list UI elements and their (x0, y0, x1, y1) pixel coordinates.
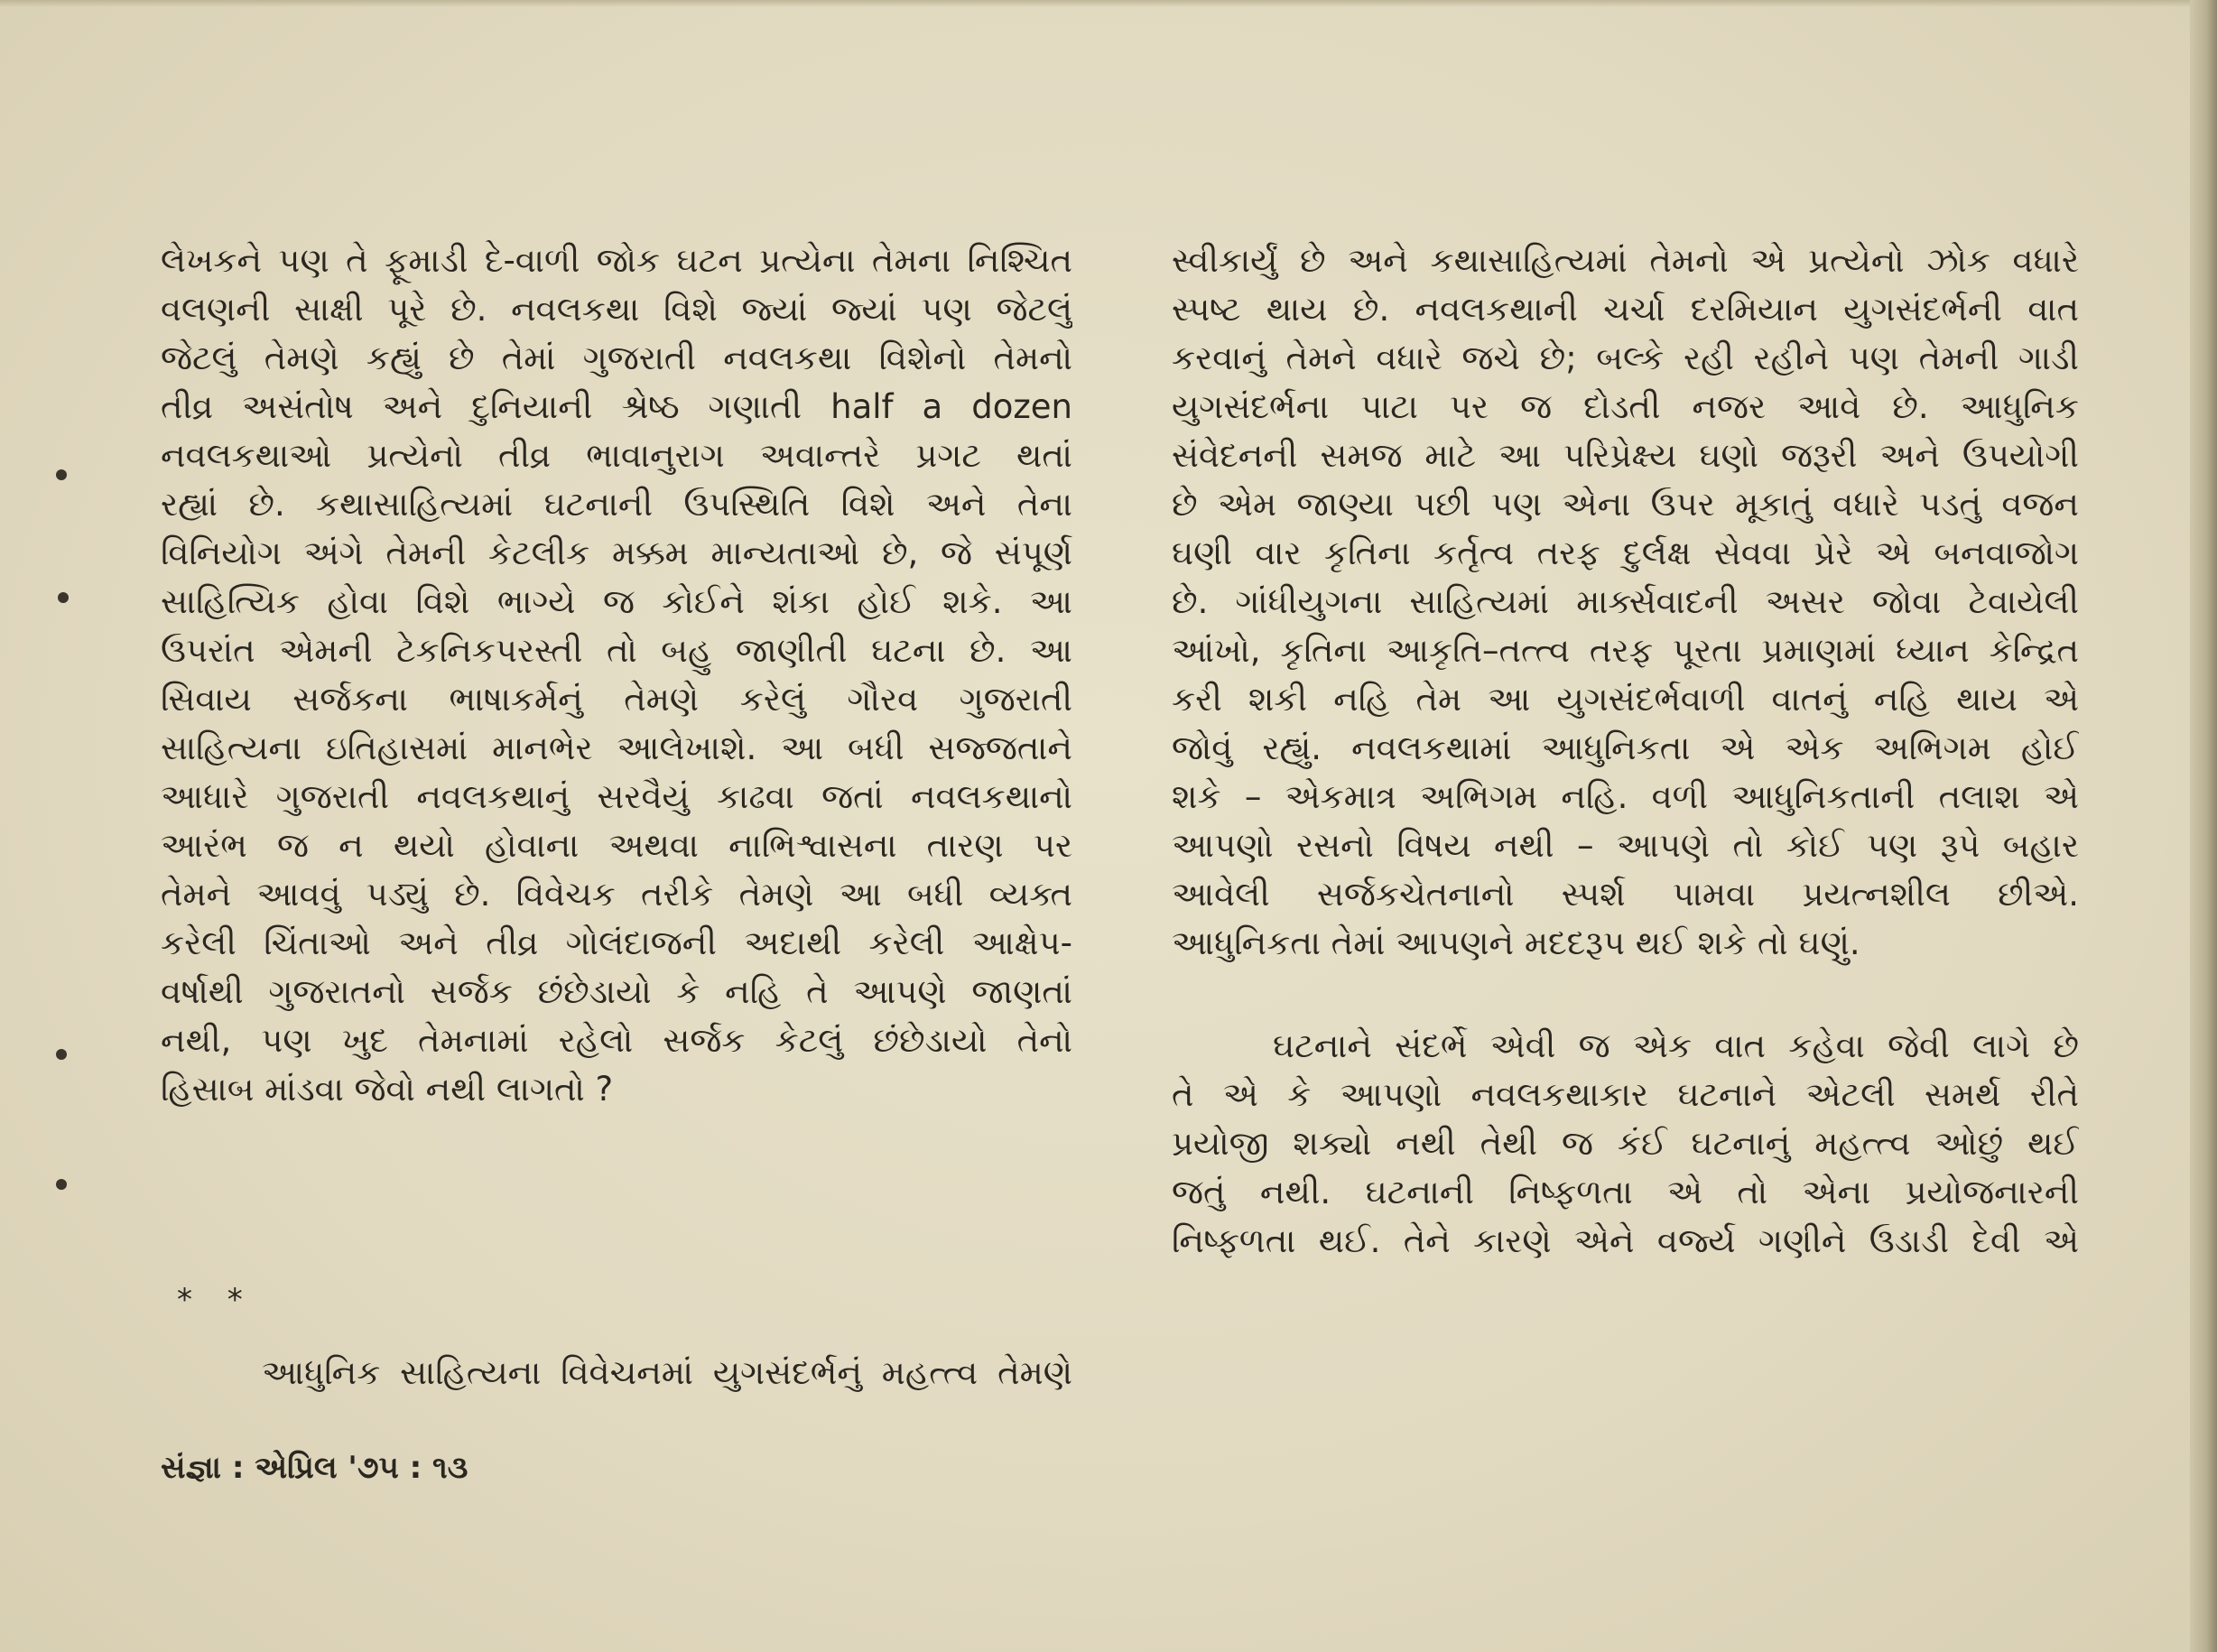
text-line: આપણો રસનો વિષય નથી – આપણે તો કોઈ પણ રૂપે બહાર (1172, 826, 2079, 865)
text-line: તેમને આવવું પડ્યું છે. વિવેચક તરીકે તેમણે આ બધી વ્યક્ત (161, 875, 1072, 914)
left-column (161, 237, 1072, 1114)
text-line: કરવાનું તેમને વધારે જચે છે; બલ્કે રહી રહીને પણ તેમની ગાડી (1172, 339, 2079, 377)
text-line: આરંભ જ ન થયો હોવાના અથવા નાભિશ્વાસના તારણ પર (161, 826, 1072, 865)
text-line: કરી શકી નહિ તેમ આ યુગસંદર્ભવાળી વાતનું નહિ થાય એ (1172, 680, 2079, 719)
text-line: વર્ષાથી ગુજરાતનો સર્જક છંછેડાયો કે નહિ તે આપણે જાણતાં (161, 972, 1072, 1011)
page-binding-edge (2190, 0, 2217, 1652)
text-line: સાહિત્યિક હોવા વિશે ભાગ્યે જ કોઈને શંકા હોઈ શકે. આ (161, 582, 1072, 621)
page-footer: સંજ્ઞા : એપ્રિલ '૭૫ : ૧૩ (161, 1450, 468, 1486)
text-line: આંખો, કૃતિના આકૃતિ–તત્ત્વ તરફ પૂરતા પ્રમાણમાં ધ્યાન કેન્દ્રિત (1172, 631, 2079, 670)
text-line: સ્પષ્ટ થાય છે. નવલકથાની ચર્ચા દરમિયાન યુગસંદર્ભની વાત (1172, 290, 2079, 329)
text-line: સિવાય સર્જકના ભાષાકર્મનું તેમણે કરેલું ગૌરવ ગુજરાતી (161, 680, 1072, 719)
text-line: ઘટનાને સંદર્ભે એવી જ એક વાત કહેવા જેવી લાગે છે (1273, 1026, 2079, 1065)
text-line: લેખકને પણ તે ફૂમાડી દે-વાળી જોક ઘટન પ્રત્યેના તેમના નિશ્ચિત (161, 241, 1072, 280)
text-line: ઘણી વાર કૃતિના કર્તૃત્વ તરફ દુર્લક્ષ સેવવા પ્રેરે એ બનવાજોગ (1172, 534, 2079, 572)
text-line: નવલકથાઓ પ્રત્યેનો તીવ્ર ભાવાનુરાગ અવાન્તરે પ્રગટ થતાં (161, 436, 1072, 475)
text-line: જેટલું તેમણે કહ્યું છે તેમાં ગુજરાતી નવલકથા વિશેનો તેમનો (161, 339, 1072, 377)
section-separator: * * (177, 1282, 255, 1318)
margin-mark (56, 1049, 67, 1060)
text-line: જતું નથી. ઘટનાની નિષ્ફળતા એ તો એના પ્રયોજનારની (1172, 1173, 2079, 1211)
margin-mark (58, 592, 69, 603)
margin-mark (56, 469, 67, 480)
left-closing-block (262, 1349, 1072, 1397)
text-line: તે એ કે આપણો નવલકથાકાર ઘટનાને એટલી સમર્થ રીતે (1172, 1075, 2079, 1114)
right-column (1172, 237, 2079, 1266)
text-line: આધુનિકતા તેમાં આપણને મદદરૂપ થઈ શકે તો ઘણું. (1172, 923, 1860, 962)
text-line: નથી, પણ ખુદ તેમનામાં રહેલો સર્જક કેટલું છંછેડાયો તેનો (161, 1021, 1072, 1060)
text-line: જોવું રહ્યું. નવલકથામાં આધુનિકતા એ એક અભિગમ હોઈ (1172, 729, 2079, 767)
text-line: તીવ્ર અસંતોષ અને દુનિયાની શ્રેષ્ઠ ગણાતી half a dozen (161, 387, 1072, 426)
text-line: છે. ગાંધીયુગના સાહિત્યમાં માર્ક્સવાદની અસર જોવા ટેવાયેલી (1172, 582, 2079, 621)
text-line: આધુનિક સાહિત્યના વિવેચનમાં યુગસંદર્ભનું મહત્ત્વ તેમણે (262, 1353, 1072, 1392)
margin-mark (56, 1179, 67, 1190)
text-line: સંવેદનની સમજ માટે આ પરિપ્રેક્ષ્ય ઘણો જરૂરી અને ઉપયોગી (1172, 436, 2079, 475)
text-line: પ્રયોજી શક્યો નથી તેથી જ કંઈ ઘટનાનું મહત્ત્વ ઓછું થઈ (1172, 1124, 2079, 1163)
text-line: શકે – એકમાત્ર અભિગમ નહિ. વળી આધુનિકતાની તલાશ એ (1172, 777, 2079, 816)
text-line: છે એમ જાણ્યા પછી પણ એના ઉપર મૂકાતું વધારે પડતું વજન (1172, 485, 2079, 524)
text-line: વિનિયોગ અંગે તેમની કેટલીક મક્કમ માન્યતાઓ છે, જે સંપૂર્ણ (161, 534, 1072, 572)
text-line: સાહિત્યના ઇતિહાસમાં માનભેર આલેખાશે. આ બધી સજ્જતાને (161, 729, 1072, 767)
text-line: યુગસંદર્ભના પાટા પર જ દોડતી નજર આવે છે. આધુનિક (1172, 387, 2079, 426)
text-line: સ્વીકાર્યું છે અને કથાસાહિત્યમાં તેમનો એ પ્રત્યેનો ઝોક વધારે (1172, 241, 2079, 280)
page-top-edge (0, 0, 2217, 7)
text-line: આધારે ગુજરાતી નવલકથાનું સરવૈયું કાઢવા જતાં નવલકથાનો (161, 777, 1072, 816)
text-line: હિસાબ માંડવા જેવો નથી લાગતો ? (161, 1070, 614, 1109)
text-line: વલણની સાક્ષી પૂરે છે. નવલકથા વિશે જ્યાં જ્યાં પણ જેટલું (161, 290, 1072, 329)
text-line: કરેલી ચિંતાઓ અને તીવ્ર ગોલંદાજની અદાથી કરેલી આક્ષેપ- (161, 923, 1072, 962)
paragraph-gap (1172, 968, 2079, 1022)
text-line: રહ્યાં છે. કથાસાહિત્યમાં ઘટનાની ઉપસ્થિતિ વિશે અને તેના (161, 485, 1072, 524)
text-line: નિષ્ફળતા થઈ. તેને કારણે એને વર્જ્ય ગણીને ઉડાડી દેવી એ (1172, 1221, 2079, 1260)
text-line: આવેલી સર્જકચેતનાનો સ્પર્શ પામવા પ્રયત્નશીલ છીએ. (1172, 875, 2079, 914)
text-line: ઉપરાંત એમની ટેકનિકપરસ્તી તો બહુ જાણીતી ઘટના છે. આ (161, 631, 1072, 670)
